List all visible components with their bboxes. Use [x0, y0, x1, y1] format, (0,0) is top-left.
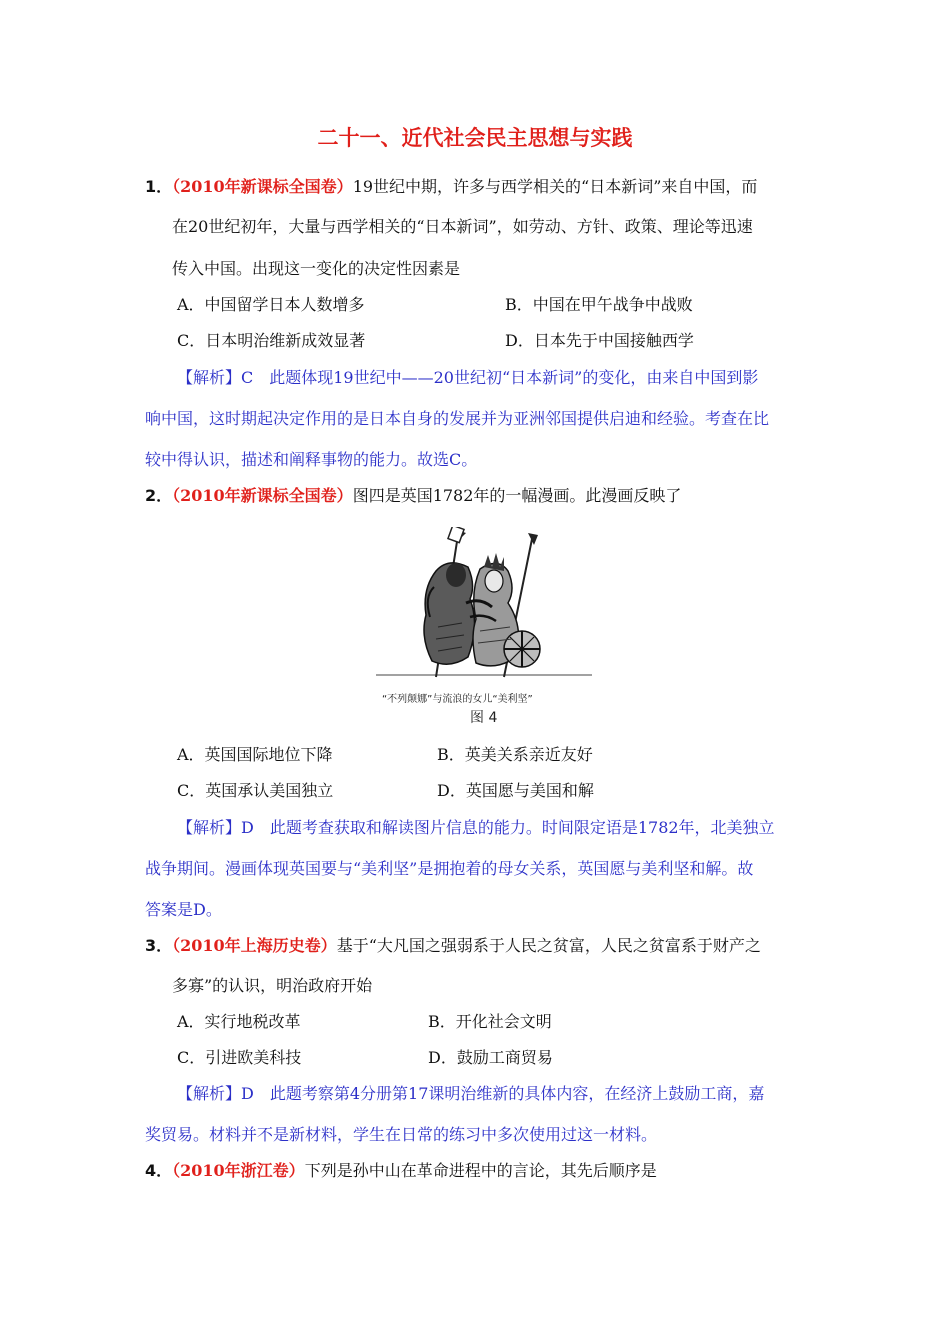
page-title: 二十一、近代社会民主思想与实践 [317, 126, 633, 150]
question-text: 19世纪中期，许多与西学相关的“日本新词”来自中国，而 [352, 177, 758, 196]
question-number: 2． [145, 486, 173, 505]
question-source: （2010年新课标全国卷） [172, 486, 353, 505]
question-3-analysis-line-1: 【解析】D 此题考察第4分册第17课明治维新的具体内容，在经济上鼓励工商，嘉 [177, 1084, 765, 1103]
question-source: （2010年上海历史卷） [172, 936, 337, 955]
question-1-option-c: C．日本明治维新成效显著 [177, 331, 366, 350]
question-3-option-b: B．开化社会文明 [428, 1012, 552, 1031]
question-1-line-3: 传入中国。出现这一变化的决定性因素是 [172, 259, 461, 278]
question-3-option-c: C．引进欧美科技 [177, 1048, 302, 1067]
question-3-option-d: D．鼓励工商贸易 [428, 1048, 553, 1067]
question-2-line-1 [145, 486, 681, 506]
question-2-option-c: C．英国承认美国独立 [177, 781, 334, 800]
question-source: （2010年新课标全国卷） [172, 177, 353, 196]
question-text: 下列是孙中山在革命进程中的言论，其先后顺序是 [304, 1161, 657, 1180]
question-2-analysis-line-1: 【解析】D 此题考查获取和解读图片信息的能力。时间限定语是1782年，北美独立 [177, 818, 775, 837]
question-4-line-1 [145, 1161, 657, 1181]
question-number: 3． [145, 936, 173, 955]
question-3-line-1 [145, 936, 761, 956]
cartoon-figure [376, 527, 592, 727]
question-1-option-b: B．中国在甲午战争中战败 [505, 295, 693, 314]
question-1-analysis-line-2: 响中国，这时期起决定作用的是日本自身的发展并为亚洲邻国提供启迪和经验。考查在比 [145, 409, 770, 428]
question-3-analysis-line-2: 奖贸易。材料并不是新材料，学生在日常的练习中多次使用过这一材料。 [145, 1125, 658, 1144]
figure-caption: “不列颠娜”与流浪的女儿“美利坚” [382, 694, 533, 705]
question-text: 基于“大凡国之强弱系于人民之贫富，人民之贫富系于财产之 [336, 936, 761, 955]
question-2-analysis-line-2: 战争期间。漫画体现英国要与“美利坚”是拥抱着的母女关系，英国愿与美利坚和解。故 [145, 859, 754, 878]
question-text: 图四是英国1782年的一幅漫画。此漫画反映了 [352, 486, 682, 505]
question-2-option-d: D．英国愿与美国和解 [437, 781, 594, 800]
question-3-option-a: A．实行地税改革 [177, 1012, 301, 1031]
question-3-line-2: 多寡”的认识，明治政府开始 [172, 976, 373, 995]
question-number: 1． [145, 177, 173, 196]
question-1-analysis-line-3: 较中得认识，描述和阐释事物的能力。故选C。 [145, 450, 478, 469]
cartoon-illustration [376, 527, 592, 687]
question-number: 4． [145, 1161, 173, 1180]
question-1-line-1 [145, 177, 757, 197]
question-source: （2010年浙江卷） [172, 1161, 305, 1180]
question-1-option-d: D．日本先于中国接触西学 [505, 331, 694, 350]
question-1-option-a: A．中国留学日本人数增多 [177, 295, 365, 314]
question-1-line-2: 在20世纪初年，大量与西学相关的“日本新词”，如劳动、方针、政策、理论等迅速 [172, 217, 753, 236]
question-2-analysis-line-3: 答案是D。 [145, 900, 222, 919]
question-2-option-a: A．英国国际地位下降 [177, 745, 333, 764]
question-1-analysis-line-1: 【解析】C 此题体现19世纪中——20世纪初“日本新词”的变化，由来自中国到影 [177, 368, 759, 387]
question-2-option-b: B．英美关系亲近友好 [437, 745, 593, 764]
figure-label: 图 4 [470, 710, 498, 726]
